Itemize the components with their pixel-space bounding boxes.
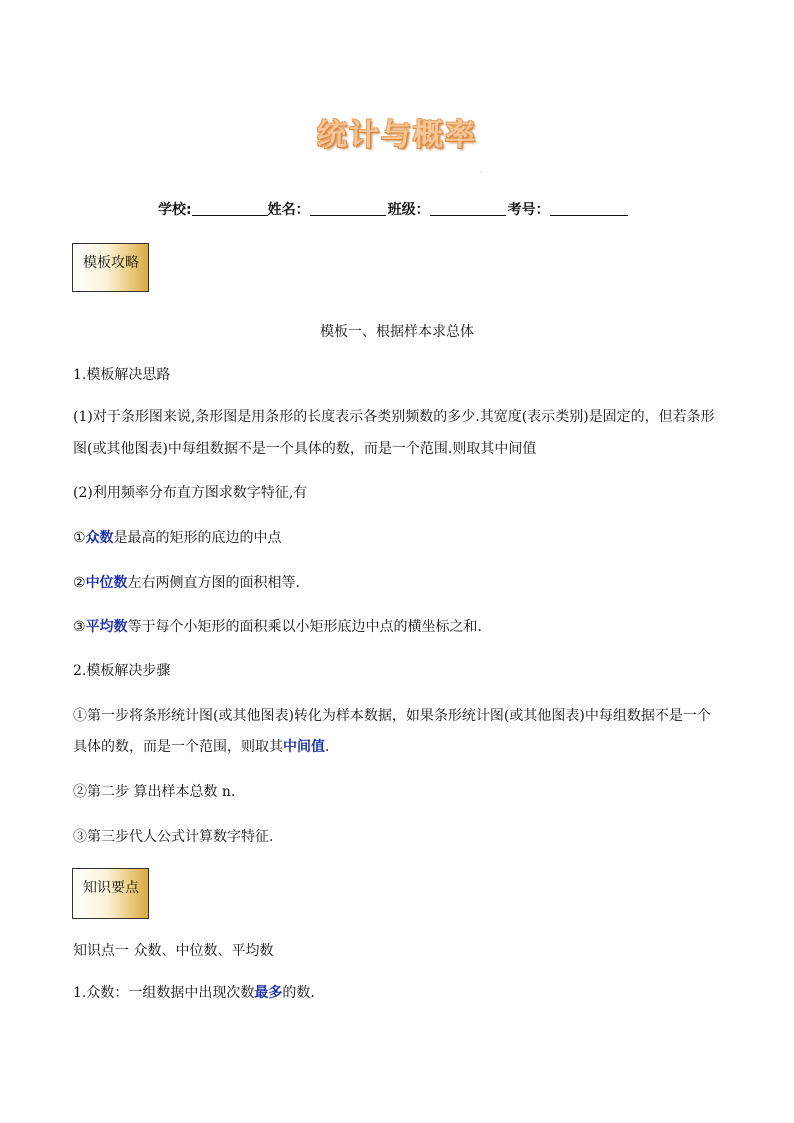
section-box-strategy: 模板攻略 xyxy=(72,243,149,292)
document-title: 统计与概率 xyxy=(317,118,477,153)
class-blank[interactable] xyxy=(430,201,506,216)
knowledge-title: 知识点一 众数、中位数、平均数 xyxy=(73,943,274,959)
step-text-end: . xyxy=(325,739,330,755)
school-label: 学校: xyxy=(158,202,192,218)
step-1-line-1: ①第一步将条形统计图(或其他图表)转化为样本数据，如果条形统计图(或其他图表)中每组数据不是一个 xyxy=(73,708,711,724)
step-1-line-2 xyxy=(73,737,329,757)
exam-no-blank[interactable] xyxy=(550,201,628,216)
exam-no-label: 考号： xyxy=(507,202,550,218)
section-box-knowledge: 知识要点 xyxy=(72,868,149,919)
paragraph-1-line-1: (1)对于条形图来说,条形图是用条形的长度表示各类别频数的多少.其宽度(表示类别)是固定的，但若条形 xyxy=(73,409,715,425)
knowledge-text-end: 的数. xyxy=(282,985,315,1001)
highlight-term: 最多 xyxy=(254,985,283,1001)
name-label: 姓名： xyxy=(267,202,310,218)
name-blank[interactable] xyxy=(310,201,386,216)
item-text: 等于每个小矩形的面积乘以小矩形底边中点的横坐标之和. xyxy=(127,619,483,635)
item-text: 是最高的矩形的底边的中点 xyxy=(113,530,282,546)
stray-dot: · xyxy=(480,168,483,177)
knowledge-item-1 xyxy=(73,983,315,1003)
item-text: 左右两侧直方图的面积相等. xyxy=(127,575,301,591)
step-2: ②第二步 算出样本总数 n. xyxy=(73,784,236,800)
steps-heading: 2.模板解决步骤 xyxy=(73,663,171,679)
list-item-mean xyxy=(73,617,482,637)
highlight-term: 中位数 xyxy=(85,575,128,591)
idea-heading: 1.模板解决思路 xyxy=(73,367,171,383)
list-item-median xyxy=(73,573,300,593)
item-number: ① xyxy=(73,530,86,546)
template-title: 模板一、根据样本求总体 xyxy=(320,324,474,340)
highlight-term: 平均数 xyxy=(85,619,128,635)
item-number: ③ xyxy=(73,619,86,635)
knowledge-text: 1.众数：一组数据中出现次数 xyxy=(73,985,255,1001)
list-item-mode xyxy=(73,528,282,548)
highlight-term: 中间值 xyxy=(283,739,325,755)
paragraph-1-line-2: 图(或其他图表)中每组数据不是一个具体的数，而是一个范围.则取其中间值 xyxy=(73,441,537,457)
school-blank[interactable] xyxy=(192,201,268,216)
step-3: ③第三步代人公式计算数字特征. xyxy=(73,829,274,845)
paragraph-2: (2)利用频率分布直方图求数字特征,有 xyxy=(73,485,308,501)
highlight-term: 众数 xyxy=(85,530,114,546)
class-label: 班级： xyxy=(387,202,430,218)
item-number: ② xyxy=(73,575,86,591)
student-info-line xyxy=(158,199,628,219)
step-text: 具体的数，而是一个范围，则取其 xyxy=(73,739,283,755)
